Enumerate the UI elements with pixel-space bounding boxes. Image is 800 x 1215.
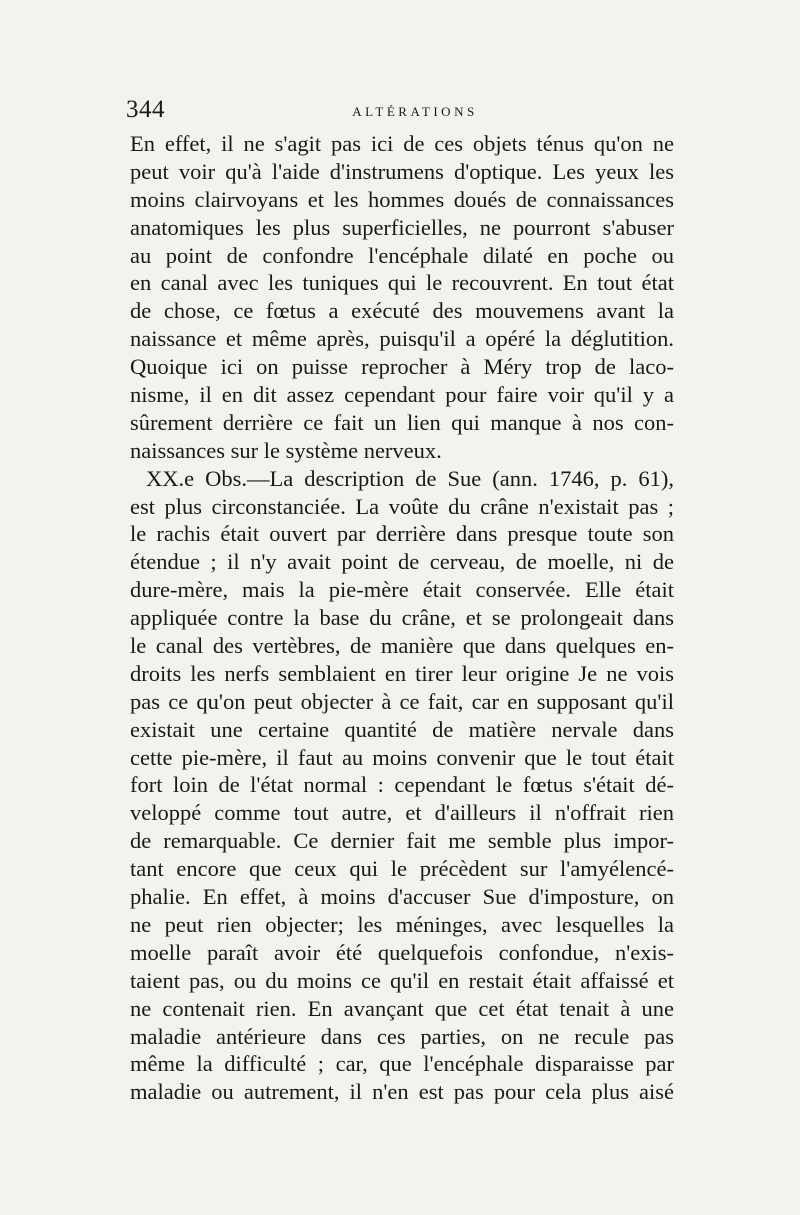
page-number: 344 bbox=[126, 96, 165, 123]
text-line: taient pas, ou du moins ce qu'il en restait était affaissé et bbox=[130, 967, 674, 993]
text-line: le canal des vertèbres, de manière que dans quelques en- bbox=[130, 633, 674, 659]
text-line: cette pie-mère, il faut au moins convenir que le tout était bbox=[130, 744, 674, 770]
text-line: est plus circonstanciée. La voûte du crâne n'existait pas ; bbox=[130, 493, 674, 519]
text-line: de remarquable. Ce dernier fait me semble plus impor- bbox=[130, 828, 674, 854]
body-text bbox=[130, 130, 674, 1106]
text-line: ne peut rien objecter; les méninges, avec lesquelles la bbox=[130, 911, 674, 937]
text-line: sûrement derrière ce fait un lien qui manque à nos con- bbox=[130, 409, 674, 435]
paragraph-end-line: naissances sur le système nerveux. bbox=[130, 437, 442, 463]
running-title: ALTÉRATIONS bbox=[352, 104, 478, 119]
text-line: droits les nerfs semblaient en tirer leur origine Je ne vois bbox=[130, 660, 674, 686]
text-line: peut voir qu'à l'aide d'instrumens d'optique. Les yeux les bbox=[130, 158, 674, 184]
text-line: pas ce qu'on peut objecter à ce fait, car en supposant qu'il bbox=[130, 688, 674, 714]
text-line: en canal avec les tuniques qui le recouvrent. En tout état bbox=[130, 270, 674, 296]
text-line: moins clairvoyans et les hommes doués de connaissances bbox=[130, 186, 674, 212]
text-line: étendue ; il n'y avait point de cerveau, de moelle, ni de bbox=[130, 549, 674, 575]
text-line: maladie antérieure dans ces parties, on ne recule pas bbox=[130, 1023, 674, 1049]
text-line: appliquée contre la base du crâne, et se prolongeait dans bbox=[130, 605, 674, 631]
text-line: tant encore que ceux qui le précèdent sur l'amyélencé- bbox=[130, 856, 674, 882]
text-line: En effet, il ne s'agit pas ici de ces objets ténus qu'on ne bbox=[130, 131, 674, 156]
text-line: moelle paraît avoir été quelquefois confondue, n'exis- bbox=[130, 939, 674, 965]
text-line: ne contenait rien. En avançant que cet état tenait à une bbox=[130, 995, 674, 1021]
observation-heading-line: XX.e Obs.—La description de Sue (ann. 1746, p. 61), bbox=[146, 465, 674, 491]
text-line: Quoique ici on puisse reprocher à Méry trop de laco- bbox=[130, 354, 674, 380]
text-line: même la difficulté ; car, que l'encéphale disparaisse par bbox=[130, 1051, 674, 1077]
text-line: anatomiques les plus superficielles, ne pourront s'abuser bbox=[130, 214, 674, 240]
text-line: maladie ou autrement, il n'en est pas pour cela plus aisé bbox=[130, 1079, 674, 1105]
running-head bbox=[126, 96, 674, 130]
text-line: dure-mère, mais la pie-mère était conservée. Elle était bbox=[130, 577, 674, 603]
text-line: fort loin de l'état normal : cependant le fœtus s'était dé- bbox=[130, 772, 674, 798]
text-line: phalie. En effet, à moins d'accuser Sue d'imposture, on bbox=[130, 884, 674, 910]
text-line: nisme, il en dit assez cependant pour faire voir qu'il y a bbox=[130, 382, 674, 408]
text-line: existait une certaine quantité de matière nervale dans bbox=[130, 716, 674, 742]
text-line: le rachis était ouvert par derrière dans presque toute son bbox=[130, 521, 674, 547]
text-line: veloppé comme tout autre, et d'ailleurs il n'offrait rien bbox=[130, 800, 674, 826]
book-page bbox=[126, 96, 674, 1106]
text-line: au point de confondre l'encéphale dilaté en poche ou bbox=[130, 242, 674, 268]
text-line: de chose, ce fœtus a exécuté des mouvemens avant la bbox=[130, 298, 674, 324]
text-line: naissance et même après, puisqu'il a opéré la déglutition. bbox=[130, 326, 674, 352]
